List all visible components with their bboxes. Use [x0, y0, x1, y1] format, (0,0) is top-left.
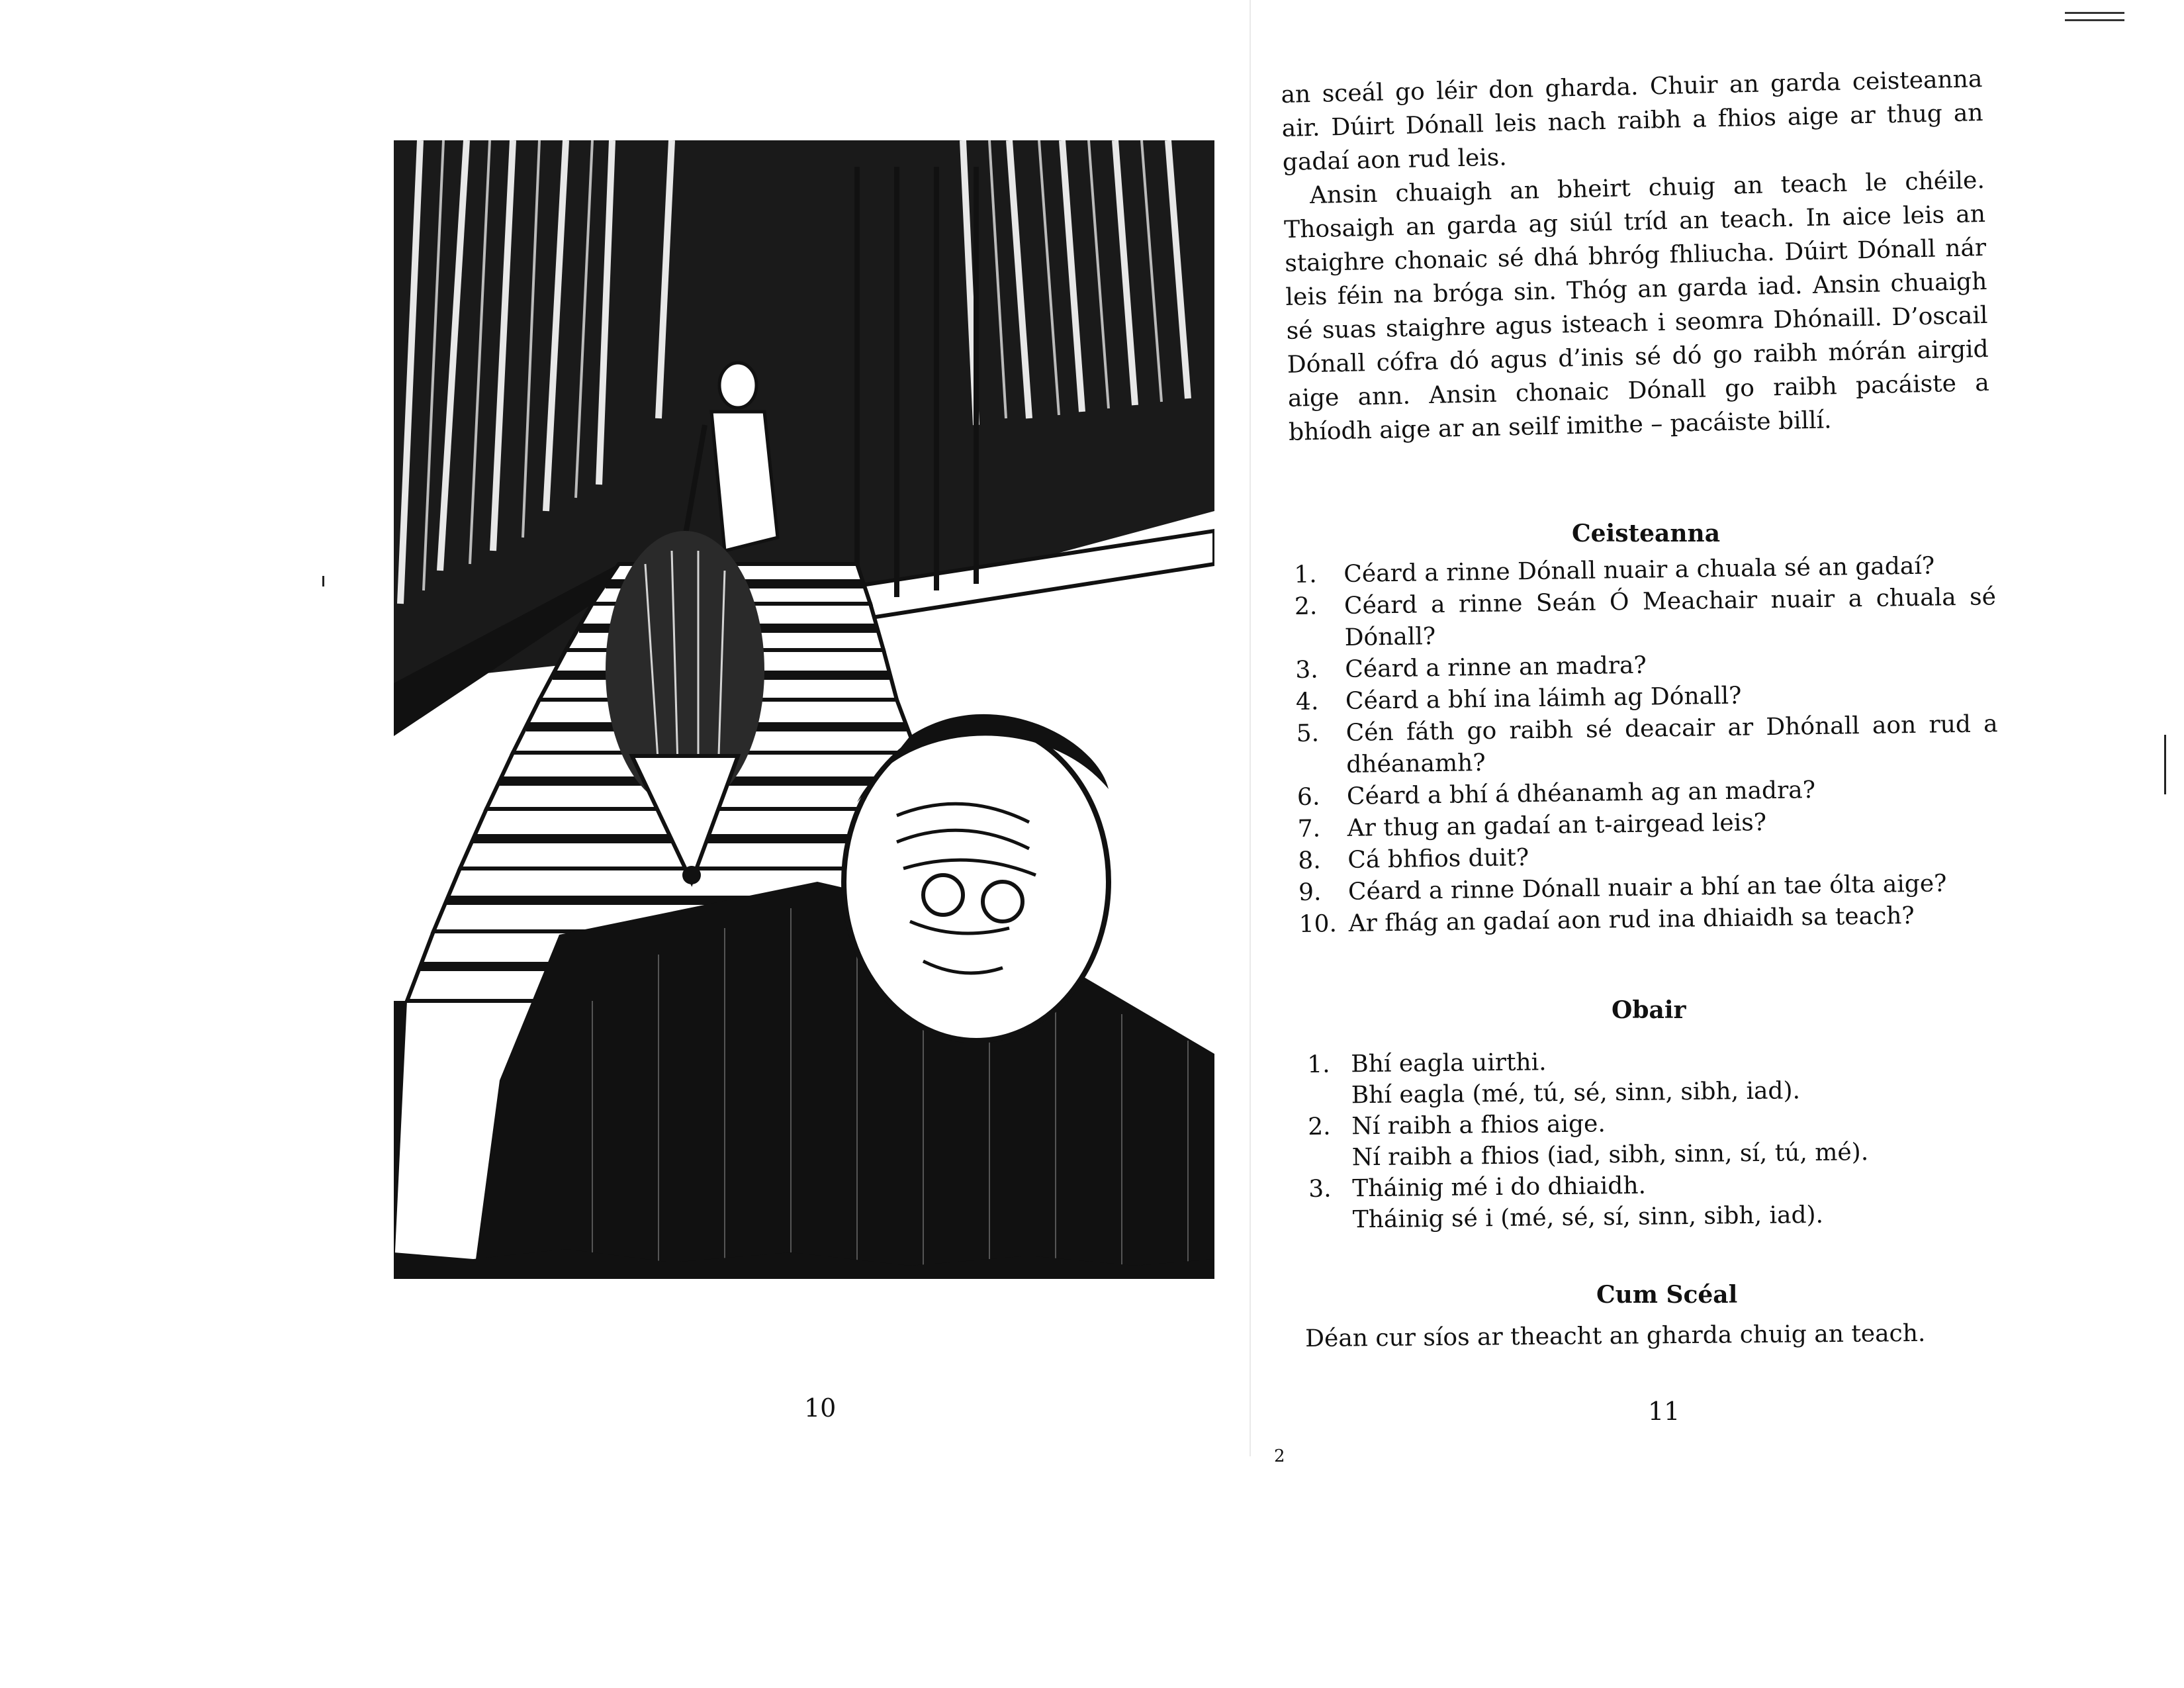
question-number: 1. — [1294, 561, 1317, 588]
ceisteanna-heading: Ceisteanna — [1572, 520, 1721, 547]
scan-page-number: 2 — [1274, 1446, 1285, 1466]
stairs-artwork — [394, 140, 1214, 1279]
illustration-stairs — [394, 140, 1214, 1279]
list-item — [1307, 1043, 1970, 1111]
question-number: 10. — [1298, 910, 1338, 938]
ceisteanna-list — [1294, 549, 2001, 941]
question-number: 9. — [1298, 878, 1322, 906]
exercise-example: Ní raibh a fhios aige. — [1351, 1110, 1606, 1141]
question-number: 6. — [1297, 783, 1320, 811]
story-paragraph-1: an sceál go léir don gharda. Chuir an garda ceisteanna air. Dúirt Dónall leis nach raibh a fhios aige ar thug an gadaí aon rud leis. — [1281, 65, 1983, 176]
question-text: Cén fáth go raibh sé deacair ar Dhónall aon rud a dhéanamh? — [1345, 710, 1998, 778]
page-number-right: 11 — [1648, 1397, 1680, 1426]
question-number: 5. — [1296, 720, 1320, 747]
cum-sceal-text: Déan cur síos ar theacht an gharda chuig an teach. — [1305, 1319, 1926, 1352]
question-number: 8. — [1298, 847, 1322, 874]
exercise-example: Tháinig mé i do dhiaidh. — [1351, 1172, 1647, 1203]
question-text: Ar thug an gadaí an t-airgead leis? — [1347, 809, 1767, 842]
list-item — [1296, 708, 1998, 782]
corner-mark — [2065, 12, 2124, 21]
cum-sceal-heading: Cum Scéal — [1596, 1281, 1738, 1309]
book-spine — [1250, 0, 1251, 1456]
obair-heading: Obair — [1612, 996, 1686, 1024]
question-number: 2. — [1294, 592, 1318, 620]
page-number-left: 10 — [804, 1393, 837, 1423]
list-item — [1308, 1105, 1970, 1174]
scan-mark-left — [322, 576, 324, 586]
list-item — [1295, 581, 1997, 655]
exercise-prompt: Tháinig sé i (mé, sé, sí, sinn, sibh, iad). — [1352, 1201, 1824, 1234]
question-text: Céard a bhí ina láimh ag Dónall? — [1345, 682, 1742, 715]
question-number: 7. — [1297, 815, 1321, 843]
exercise-example: Bhí eagla uirthi. — [1351, 1049, 1547, 1078]
exercise-prompt: Bhí eagla (mé, tú, sé, sinn, sibh, iad). — [1351, 1077, 1801, 1109]
question-text: Céard a bhí á dhéanamh ag an madra? — [1346, 776, 1816, 810]
question-text: Ar fhág an gadaí aon rud ina dhiaidh sa teach? — [1348, 902, 1915, 937]
question-text: Céard a rinne Dónall nuair a chuala sé an gadaí? — [1343, 552, 1935, 588]
exercise-number: 1. — [1307, 1051, 1330, 1078]
exercise-number: 3. — [1308, 1175, 1332, 1203]
question-number: 4. — [1295, 688, 1319, 716]
scan-mark-right — [2164, 735, 2166, 794]
exercise-number: 2. — [1308, 1113, 1331, 1141]
list-item — [1308, 1167, 1971, 1236]
question-number: 3. — [1295, 656, 1318, 684]
obair-list — [1307, 1043, 1971, 1236]
story-text — [1281, 62, 1990, 449]
question-text: Céard a rinne Dónall nuair a bhí an tae ólta aige? — [1347, 870, 1947, 906]
question-text: Céard a rinne Seán Ó Meachair nuair a chuala sé Dónall? — [1343, 583, 1997, 651]
question-text: Céard a rinne an madra? — [1345, 651, 1647, 683]
question-text: Cá bhfios duit? — [1347, 844, 1529, 874]
story-paragraph-2: Ansin chuaigh an bheirt chuig an teach le chéile. Thosaigh an garda ag siúl tríd an teach. In aice leis an staighre chonaic sé dhá bhróg fhliucha. Dúirt Dónall nár leis féin na bróga sin. Thóg an garda iad. Ansin chuaigh sé suas staighre agus isteach i seomra Dhónaill. D’oscail Dónall cófra dó agus d’inis sé dó go raibh mórán airgid aige ann. Ansin chonaic Dónall go raibh pacáiste a bhíodh aige ar an seilf imithe – pacáiste billí. — [1283, 166, 1990, 446]
exercise-prompt: Ní raibh a fhios (iad, sibh, sinn, sí, tú, mé). — [1351, 1139, 1869, 1172]
